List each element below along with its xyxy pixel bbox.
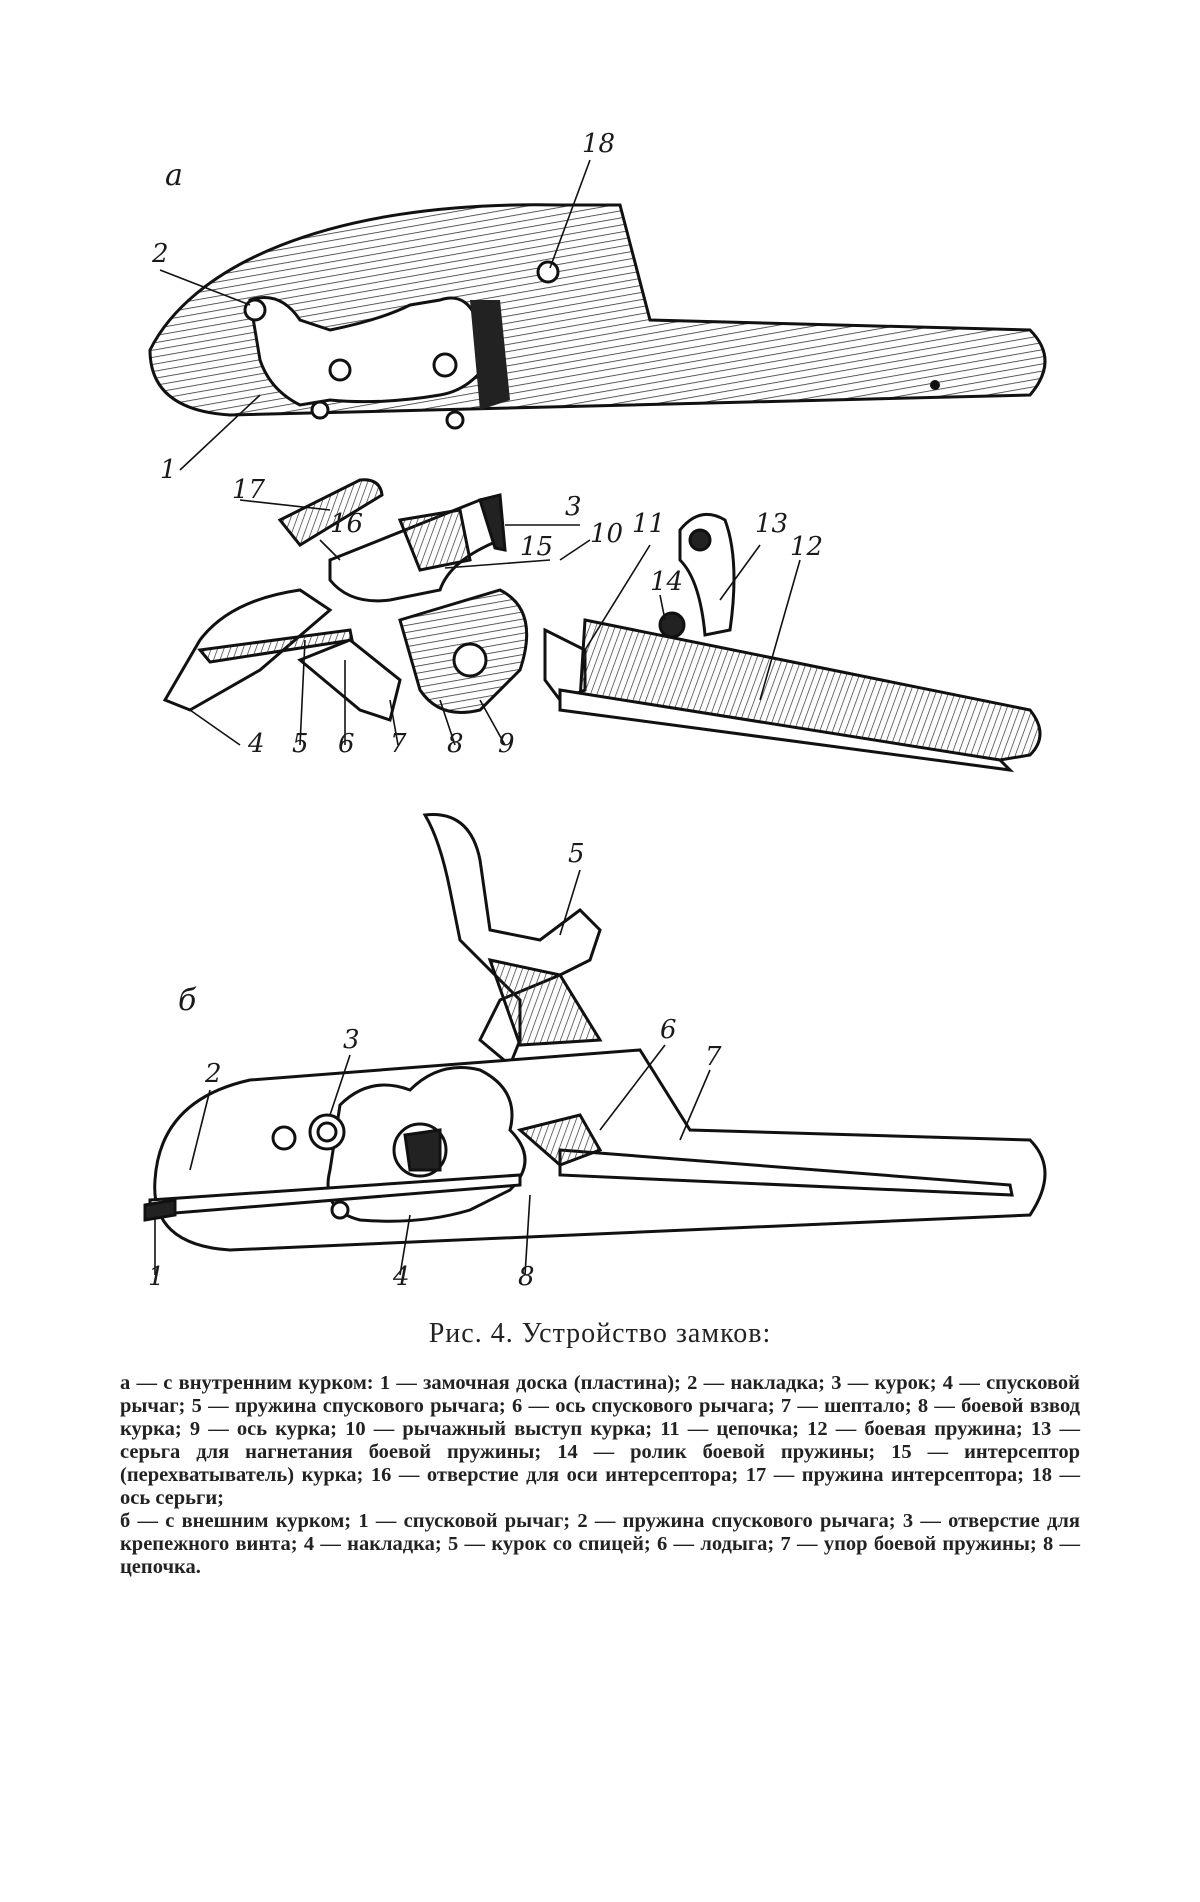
label-a-16: 16 bbox=[330, 509, 364, 539]
label-a-8: 8 bbox=[447, 729, 464, 759]
figure-caption-title: Рис. 4. Устройство замков: bbox=[428, 1318, 772, 1349]
label-a-1: 1 bbox=[160, 455, 177, 485]
label-a-18: 18 bbox=[582, 129, 616, 159]
label-a-12: 12 bbox=[790, 532, 824, 562]
figure-legend bbox=[120, 1372, 1080, 1579]
label-a-11: 11 bbox=[632, 509, 666, 539]
section-a-label: а bbox=[165, 158, 183, 193]
label-a-10: 10 bbox=[590, 519, 624, 549]
label-b-3: 3 bbox=[343, 1025, 360, 1055]
label-b-1: 1 bbox=[148, 1262, 165, 1292]
label-a-3: 3 bbox=[565, 492, 582, 522]
legend-section-a: а — с внутренним курком: 1 — замочная доска (пластина); 2 — накладка; 3 — курок; 4 — спусковой рычаг; 5 — пружина спускового рычага; 6 — ось спускового рычага; 7 — шептало; 8 — боевой взвод курка; 9 — ось курка; 10 — рычажный выступ курка; 11 — цепочка; 12 — боевая пружина; 13 — серьга для нагнетания боевой пружины; 14 — ролик боевой пружины; 15 — интерсептор (перехватыватель) курка; 16 — отверстие для оси интерсептора; 17 — пружина интерсептора; 18 — ось серьги; bbox=[120, 1372, 1080, 1509]
label-a-15: 15 bbox=[520, 532, 554, 562]
label-a-5: 5 bbox=[292, 729, 309, 759]
label-a-13: 13 bbox=[755, 509, 789, 539]
label-b-5: 5 bbox=[568, 839, 585, 869]
label-a-2: 2 bbox=[152, 239, 169, 269]
label-a-9: 9 bbox=[498, 729, 515, 759]
label-a-14: 14 bbox=[650, 567, 684, 597]
label-b-6: 6 bbox=[660, 1015, 677, 1045]
legend-section-b: б — с внешним курком; 1 — спусковой рычаг; 2 — пружина спускового рычага; 3 — отверстие для крепежного винта; 4 — накладка; 5 — курок со спицей; 6 — лодыга; 7 — упор боевой пружины; 8 — цепочка. bbox=[120, 1510, 1080, 1578]
label-a-6: 6 bbox=[338, 729, 355, 759]
label-a-7: 7 bbox=[390, 729, 407, 759]
section-b-label: б bbox=[178, 983, 197, 1018]
label-a-17: 17 bbox=[232, 475, 266, 505]
label-b-8: 8 bbox=[518, 1262, 535, 1292]
lock-plate-b bbox=[145, 815, 1045, 1250]
lock-plate-a bbox=[150, 205, 1045, 428]
label-a-4: 4 bbox=[248, 729, 265, 759]
label-b-2: 2 bbox=[205, 1059, 222, 1089]
label-b-4: 4 bbox=[393, 1262, 410, 1292]
label-b-7: 7 bbox=[705, 1042, 722, 1072]
